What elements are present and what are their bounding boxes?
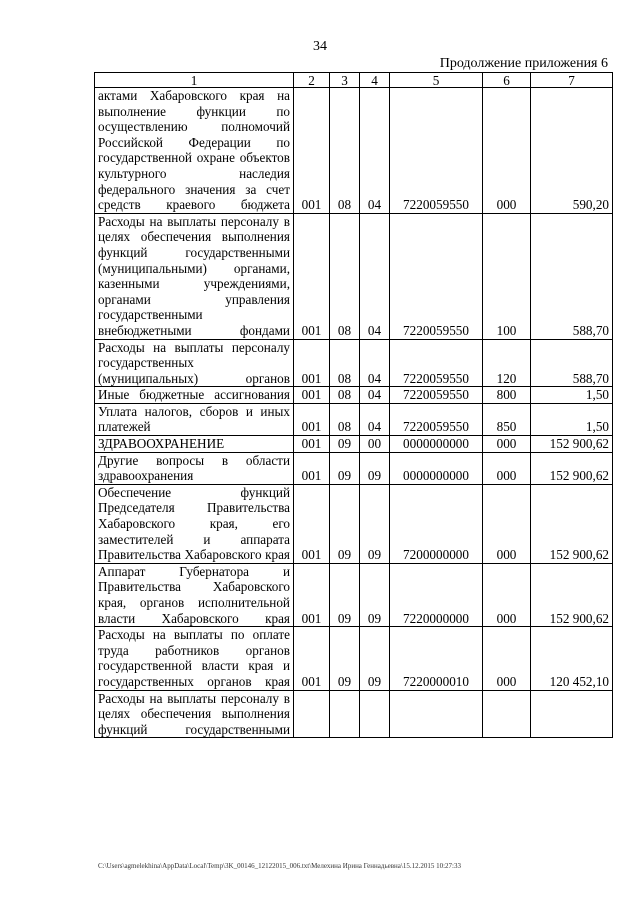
cell-amount: 152 900,62 xyxy=(531,563,613,626)
cell-expense-type: 000 xyxy=(483,452,531,484)
cell-expense-type: 850 xyxy=(483,403,531,435)
row-description: актами Хабаровского края на выполнение функции по осуществлению полномочий Российской Федерации по государственной охране объектов культурного наследия федерального значения за счет средств краевого бюджета xyxy=(95,88,294,214)
cell-subsection-code: 09 xyxy=(360,627,390,690)
cell-subsection-code: 04 xyxy=(360,213,390,339)
cell-ministry-code: 001 xyxy=(294,387,330,404)
table-row xyxy=(95,213,613,339)
cell-target-article xyxy=(390,690,483,738)
cell-section-code: 09 xyxy=(330,484,360,563)
cell-amount: 588,70 xyxy=(531,213,613,339)
cell-section-code: 08 xyxy=(330,387,360,404)
row-description: Расходы на выплаты персоналу государственных (муниципальных) органов xyxy=(95,339,294,387)
cell-section-code: 08 xyxy=(330,213,360,339)
cell-ministry-code: 001 xyxy=(294,452,330,484)
column-header: 6 xyxy=(483,73,531,88)
row-description: Обеспечение функций Председателя Правительства Хабаровского края, его заместителей и аппарата Правительства Хабаровского края xyxy=(95,484,294,563)
cell-amount xyxy=(531,690,613,738)
cell-ministry-code: 001 xyxy=(294,403,330,435)
cell-expense-type: 000 xyxy=(483,563,531,626)
table-row xyxy=(95,484,613,563)
column-header: 1 xyxy=(95,73,294,88)
cell-section-code: 09 xyxy=(330,627,360,690)
cell-subsection-code: 09 xyxy=(360,484,390,563)
table-header-row xyxy=(95,73,613,88)
column-header: 5 xyxy=(390,73,483,88)
cell-subsection-code: 04 xyxy=(360,387,390,404)
cell-section-code: 09 xyxy=(330,563,360,626)
table-row xyxy=(95,339,613,387)
cell-amount: 152 900,62 xyxy=(531,484,613,563)
cell-target-article: 7220059550 xyxy=(390,403,483,435)
cell-expense-type xyxy=(483,690,531,738)
row-description: Аппарат Губернатора и Правительства Хабаровского края, органов исполнительной власти Хабаровского края xyxy=(95,563,294,626)
page-number: 34 xyxy=(313,39,327,54)
cell-expense-type: 000 xyxy=(483,88,531,214)
cell-target-article: 7220000000 xyxy=(390,563,483,626)
row-description: Расходы на выплаты персоналу в целях обеспечения выполнения функций государственными xyxy=(95,690,294,738)
cell-target-article: 7220000010 xyxy=(390,627,483,690)
cell-expense-type: 800 xyxy=(483,387,531,404)
cell-expense-type: 000 xyxy=(483,627,531,690)
cell-amount: 152 900,62 xyxy=(531,436,613,453)
cell-target-article: 7220059550 xyxy=(390,88,483,214)
cell-ministry-code: 001 xyxy=(294,339,330,387)
cell-target-article: 7220059550 xyxy=(390,213,483,339)
row-description: Другие вопросы в области здравоохранения xyxy=(95,452,294,484)
column-header: 7 xyxy=(531,73,613,88)
table-row xyxy=(95,387,613,404)
cell-ministry-code: 001 xyxy=(294,213,330,339)
cell-ministry-code: 001 xyxy=(294,627,330,690)
cell-amount: 1,50 xyxy=(531,403,613,435)
cell-ministry-code: 001 xyxy=(294,484,330,563)
table-row xyxy=(95,403,613,435)
cell-subsection-code: 09 xyxy=(360,452,390,484)
column-header: 2 xyxy=(294,73,330,88)
cell-subsection-code: 04 xyxy=(360,88,390,214)
cell-target-article: 7220059550 xyxy=(390,387,483,404)
cell-expense-type: 100 xyxy=(483,213,531,339)
table-row xyxy=(95,627,613,690)
row-description: Иные бюджетные ассигнования xyxy=(95,387,294,404)
cell-subsection-code xyxy=(360,690,390,738)
cell-expense-type: 120 xyxy=(483,339,531,387)
row-description: Расходы на выплаты по оплате труда работников органов государственной власти края и государственных органов края xyxy=(95,627,294,690)
row-description: Расходы на выплаты персоналу в целях обеспечения выполнения функций государственными (муниципальными) органами, казенными учреждениями, органами управления государственными внебюджетными фондами xyxy=(95,213,294,339)
cell-subsection-code: 04 xyxy=(360,403,390,435)
cell-target-article: 7220059550 xyxy=(390,339,483,387)
cell-section-code: 08 xyxy=(330,88,360,214)
row-description: Уплата налогов, сборов и иных платежей xyxy=(95,403,294,435)
cell-amount: 152 900,62 xyxy=(531,452,613,484)
column-header: 3 xyxy=(330,73,360,88)
cell-target-article: 0000000000 xyxy=(390,436,483,453)
table-row xyxy=(95,563,613,626)
cell-section-code xyxy=(330,690,360,738)
cell-ministry-code: 001 xyxy=(294,88,330,214)
cell-target-article: 0000000000 xyxy=(390,452,483,484)
cell-section-code: 09 xyxy=(330,436,360,453)
cell-subsection-code: 09 xyxy=(360,563,390,626)
cell-expense-type: 000 xyxy=(483,484,531,563)
cell-section-code: 08 xyxy=(330,339,360,387)
column-header: 4 xyxy=(360,73,390,88)
cell-amount: 120 452,10 xyxy=(531,627,613,690)
cell-section-code: 09 xyxy=(330,452,360,484)
table-row xyxy=(95,690,613,738)
cell-ministry-code: 001 xyxy=(294,436,330,453)
cell-amount: 590,20 xyxy=(531,88,613,214)
cell-subsection-code: 04 xyxy=(360,339,390,387)
cell-expense-type: 000 xyxy=(483,436,531,453)
table-row xyxy=(95,436,613,453)
row-description: ЗДРАВООХРАНЕНИЕ xyxy=(95,436,294,453)
cell-ministry-code xyxy=(294,690,330,738)
cell-amount: 588,70 xyxy=(531,339,613,387)
file-path-footer: C:\Users\agmelekhina\AppData\Local\Temp\3K_00146_12122015_006.txt\Мелехина Ирина Геннадьевна\15.12.2015 10:27:33 xyxy=(98,862,461,870)
continuation-label: Продолжение приложения 6 xyxy=(439,56,608,71)
cell-ministry-code: 001 xyxy=(294,563,330,626)
cell-amount: 1,50 xyxy=(531,387,613,404)
cell-target-article: 7200000000 xyxy=(390,484,483,563)
table-row xyxy=(95,88,613,214)
table-row xyxy=(95,452,613,484)
budget-table xyxy=(94,72,613,738)
cell-subsection-code: 00 xyxy=(360,436,390,453)
cell-section-code: 08 xyxy=(330,403,360,435)
